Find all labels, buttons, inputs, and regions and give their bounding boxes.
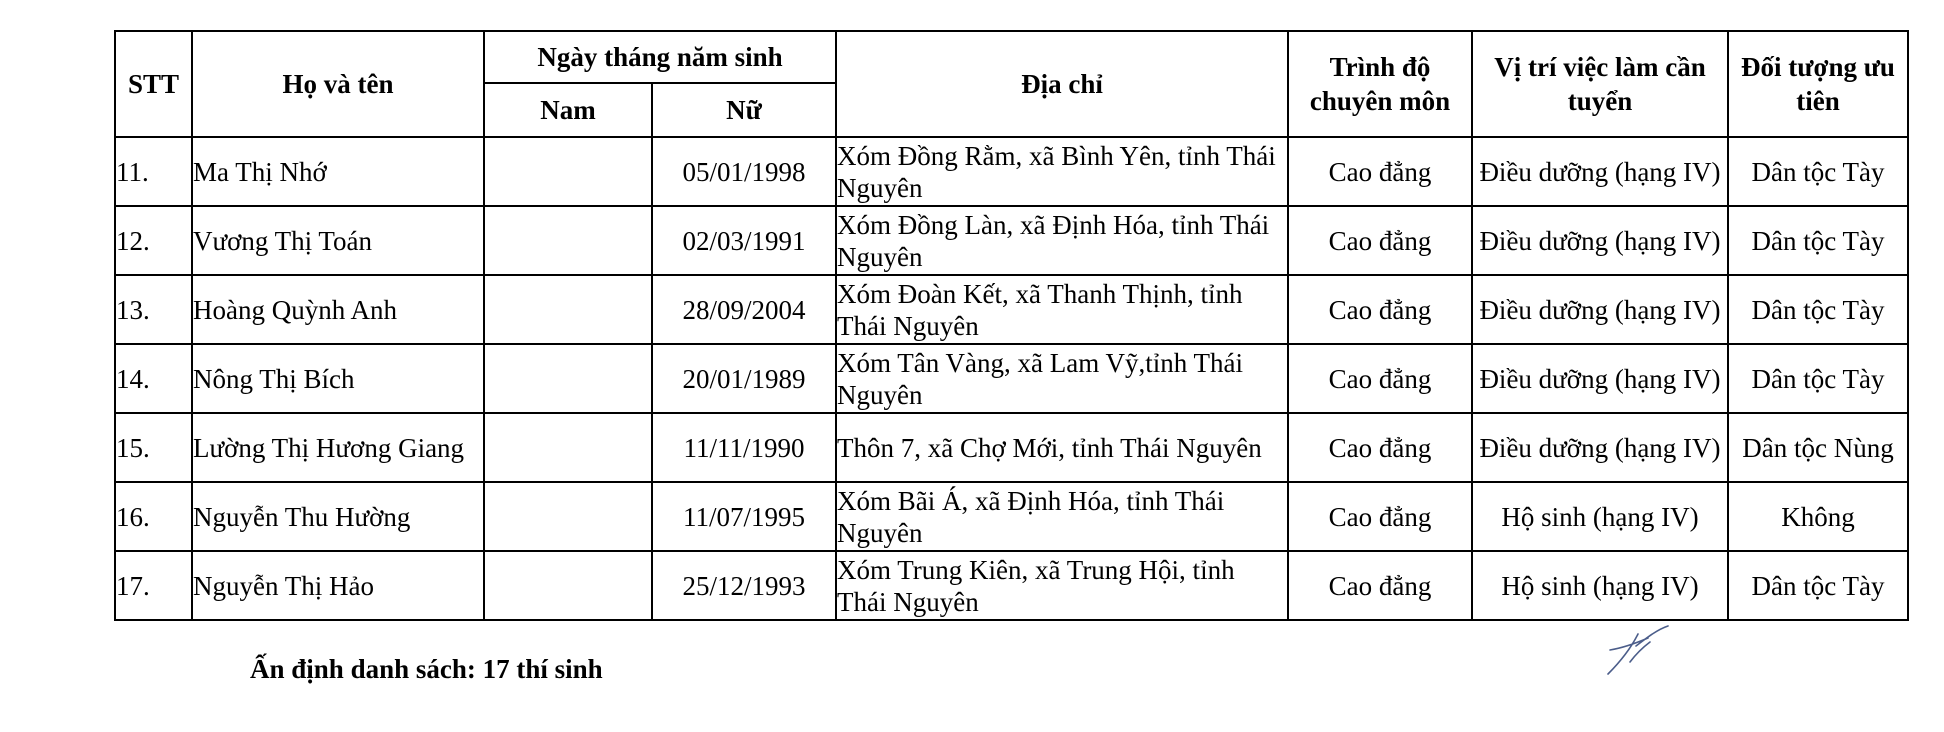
cell-male-dob: [484, 482, 652, 551]
cell-position: Hộ sinh (hạng IV): [1472, 551, 1728, 620]
cell-priority: Dân tộc Tày: [1728, 137, 1908, 206]
cell-level: Cao đẳng: [1288, 482, 1472, 551]
cell-male-dob: [484, 551, 652, 620]
cell-female-dob: 25/12/1993: [652, 551, 836, 620]
cell-address: Xóm Tân Vàng, xã Lam Vỹ,tỉnh Thái Nguyên: [836, 344, 1288, 413]
cell-position: Điều dưỡng (hạng IV): [1472, 275, 1728, 344]
cell-stt: 16.: [115, 482, 192, 551]
signature-mark: [1600, 622, 1670, 682]
cell-male-dob: [484, 344, 652, 413]
cell-name: Nguyễn Thu Hường: [192, 482, 484, 551]
header-female: Nữ: [652, 83, 836, 137]
cell-priority: Dân tộc Tày: [1728, 206, 1908, 275]
table-row: [115, 482, 1908, 551]
cell-address: Xóm Đồng Rằm, xã Bình Yên, tỉnh Thái Nguyên: [836, 137, 1288, 206]
cell-stt: 13.: [115, 275, 192, 344]
cell-address: Xóm Trung Kiên, xã Trung Hội, tỉnh Thái Nguyên: [836, 551, 1288, 620]
cell-priority: Dân tộc Tày: [1728, 275, 1908, 344]
cell-name: Lường Thị Hương Giang: [192, 413, 484, 482]
cell-level: Cao đẳng: [1288, 344, 1472, 413]
cell-address: Thôn 7, xã Chợ Mới, tỉnh Thái Nguyên: [836, 413, 1288, 482]
header-name: Họ và tên: [192, 31, 484, 137]
cell-priority: Dân tộc Tày: [1728, 551, 1908, 620]
cell-name: Nông Thị Bích: [192, 344, 484, 413]
cell-address: Xóm Bãi Á, xã Định Hóa, tỉnh Thái Nguyên: [836, 482, 1288, 551]
cell-female-dob: 02/03/1991: [652, 206, 836, 275]
header-level: Trình độ chuyên môn: [1288, 31, 1472, 137]
cell-level: Cao đẳng: [1288, 413, 1472, 482]
header-address: Địa chỉ: [836, 31, 1288, 137]
cell-stt: 11.: [115, 137, 192, 206]
cell-address: Xóm Đoàn Kết, xã Thanh Thịnh, tỉnh Thái Nguyên: [836, 275, 1288, 344]
header-dob: Ngày tháng năm sinh: [484, 31, 836, 83]
cell-stt: 17.: [115, 551, 192, 620]
header-male: Nam: [484, 83, 652, 137]
cell-position: Điều dưỡng (hạng IV): [1472, 413, 1728, 482]
header-priority: Đối tượng ưu tiên: [1728, 31, 1908, 137]
cell-level: Cao đẳng: [1288, 551, 1472, 620]
cell-level: Cao đẳng: [1288, 275, 1472, 344]
cell-male-dob: [484, 275, 652, 344]
summary-text: Ấn định danh sách: 17 thí sinh: [250, 654, 603, 684]
cell-female-dob: 11/11/1990: [652, 413, 836, 482]
table-row: [115, 275, 1908, 344]
candidate-table: [114, 30, 1909, 621]
cell-position: Hộ sinh (hạng IV): [1472, 482, 1728, 551]
cell-female-dob: 05/01/1998: [652, 137, 836, 206]
cell-name: Hoàng Quỳnh Anh: [192, 275, 484, 344]
cell-male-dob: [484, 413, 652, 482]
cell-priority: Dân tộc Nùng: [1728, 413, 1908, 482]
table-row: [115, 344, 1908, 413]
cell-name: Ma Thị Nhớ: [192, 137, 484, 206]
table-row: [115, 137, 1908, 206]
cell-priority: Dân tộc Tày: [1728, 344, 1908, 413]
cell-level: Cao đẳng: [1288, 206, 1472, 275]
cell-name: Vương Thị Toán: [192, 206, 484, 275]
cell-male-dob: [484, 206, 652, 275]
header-position: Vị trí việc làm cần tuyển: [1472, 31, 1728, 137]
cell-priority: Không: [1728, 482, 1908, 551]
cell-female-dob: 20/01/1989: [652, 344, 836, 413]
cell-position: Điều dưỡng (hạng IV): [1472, 206, 1728, 275]
table-row: [115, 413, 1908, 482]
table-row: [115, 551, 1908, 620]
cell-level: Cao đẳng: [1288, 137, 1472, 206]
cell-address: Xóm Đồng Làn, xã Định Hóa, tỉnh Thái Nguyên: [836, 206, 1288, 275]
cell-name: Nguyễn Thị Hảo: [192, 551, 484, 620]
cell-female-dob: 28/09/2004: [652, 275, 836, 344]
cell-position: Điều dưỡng (hạng IV): [1472, 344, 1728, 413]
cell-female-dob: 11/07/1995: [652, 482, 836, 551]
header-stt: STT: [115, 31, 192, 137]
cell-position: Điều dưỡng (hạng IV): [1472, 137, 1728, 206]
cell-stt: 15.: [115, 413, 192, 482]
cell-male-dob: [484, 137, 652, 206]
table-row: [115, 206, 1908, 275]
cell-stt: 12.: [115, 206, 192, 275]
cell-stt: 14.: [115, 344, 192, 413]
